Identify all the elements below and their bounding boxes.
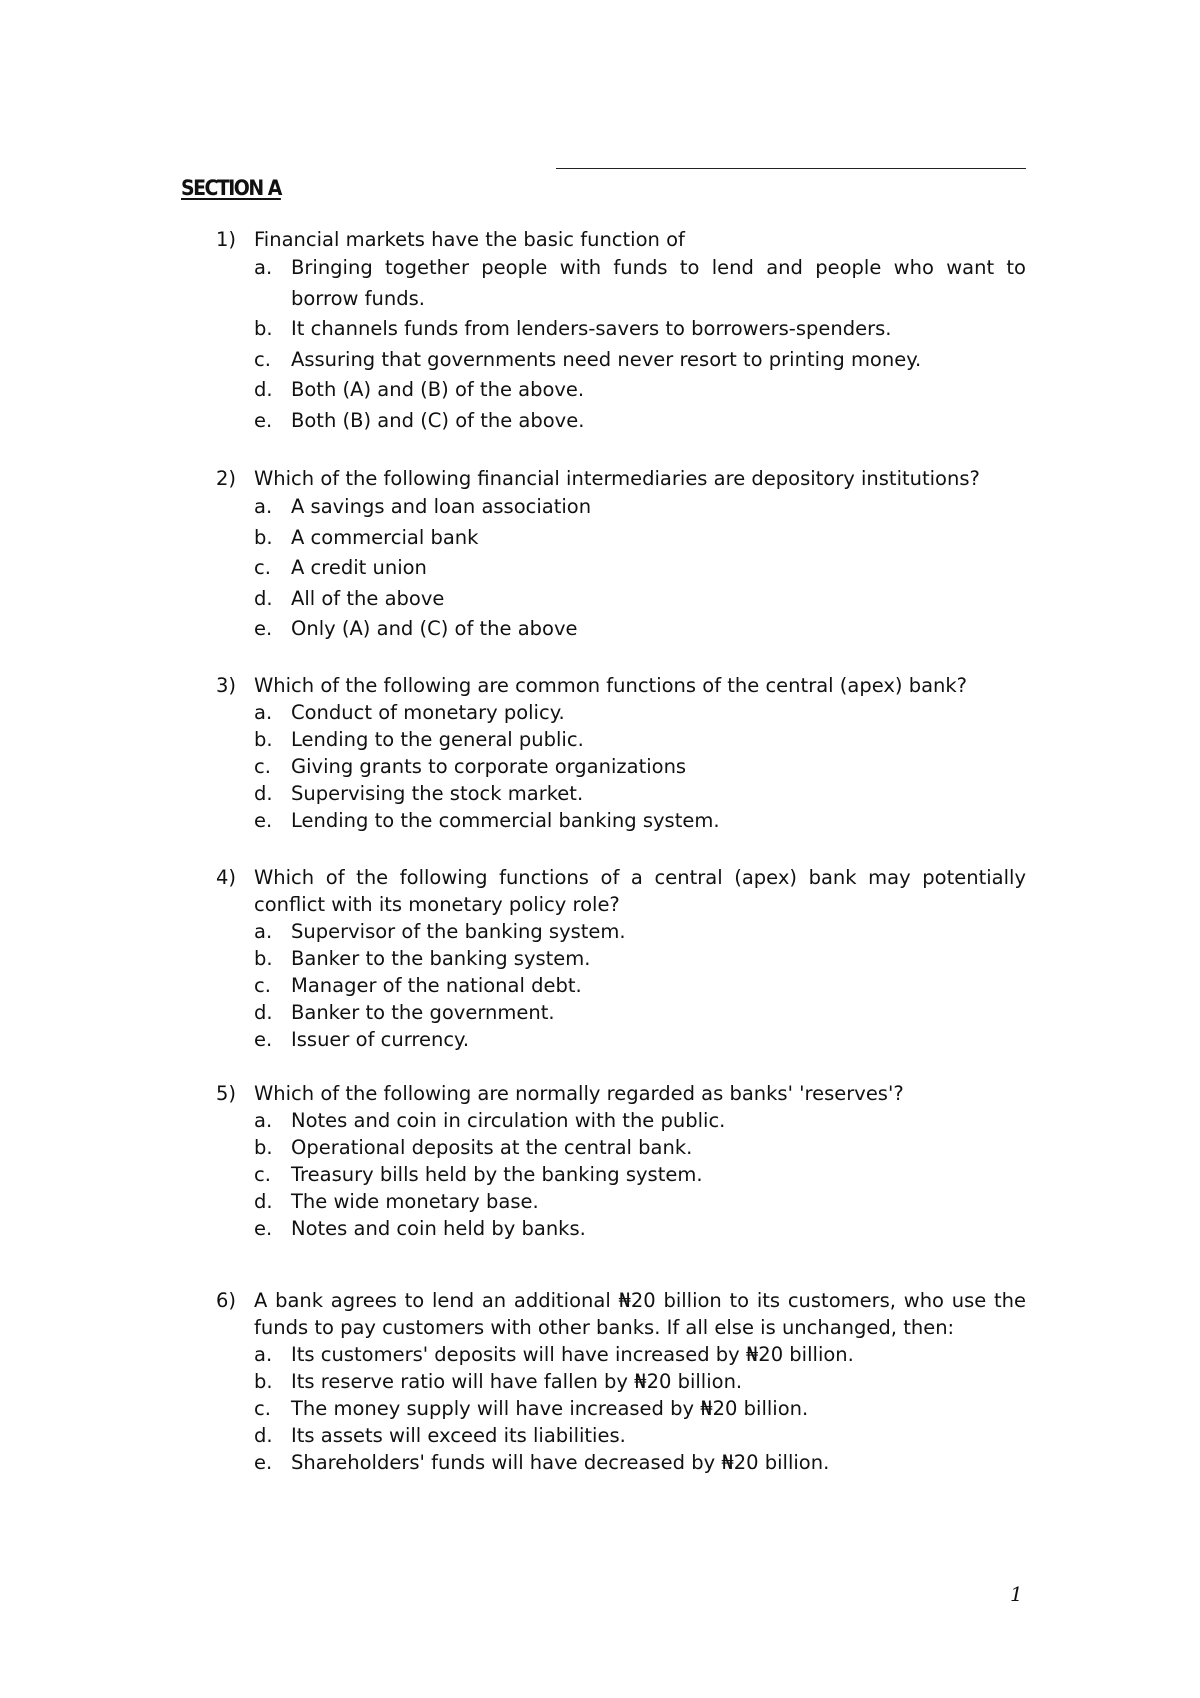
options-list [216, 918, 1026, 1053]
option-b [254, 314, 1026, 345]
option-text: Manager of the national debt. [291, 974, 582, 997]
option-letter: a. [254, 495, 273, 518]
option-letter: d. [254, 1424, 273, 1447]
option-letter: c. [254, 556, 271, 579]
option-e [254, 406, 1026, 437]
option-e [254, 1215, 1026, 1242]
question-stem [216, 1080, 1026, 1107]
options-list [216, 492, 1026, 645]
option-letter: b. [254, 1370, 273, 1393]
question-number: 5) [216, 1082, 237, 1105]
option-text: Supervisor of the banking system. [291, 920, 626, 943]
option-letter: c. [254, 755, 271, 778]
question-5 [216, 1080, 1026, 1242]
option-text: Giving grants to corporate organizations [291, 755, 687, 778]
option-a [254, 253, 1026, 314]
option-text: Issuer of currency. [291, 1028, 470, 1051]
option-letter: e. [254, 408, 273, 432]
option-text: Notes and coin held by banks. [291, 1217, 586, 1240]
question-2 [216, 465, 1026, 645]
option-text: Its reserve ratio will have fallen by ₦20 billion. [291, 1370, 743, 1393]
option-letter: d. [254, 1190, 273, 1213]
option-text: Only (A) and (C) of the above [291, 617, 578, 640]
option-a [254, 1107, 1026, 1134]
question-text: Which of the following functions of a central (apex) bank may potentially conflict with its monetary policy role? [254, 866, 1026, 916]
option-letter: e. [254, 809, 273, 832]
options-list [216, 1107, 1026, 1242]
question-4 [216, 864, 1026, 1053]
option-e [254, 1449, 1026, 1476]
page-number: 1 [1010, 1582, 1023, 1606]
option-text: A savings and loan association [291, 495, 592, 518]
option-letter: a. [254, 1343, 273, 1366]
question-number: 6) [216, 1289, 237, 1312]
option-b [254, 523, 1026, 554]
options-list [216, 699, 1026, 834]
options-list [216, 1341, 1026, 1476]
option-a [254, 1341, 1026, 1368]
option-b [254, 1368, 1026, 1395]
question-text: Which of the following financial intermediaries are depository institutions? [254, 467, 980, 490]
option-text: All of the above [291, 586, 445, 610]
option-e [254, 1026, 1026, 1053]
option-d [254, 780, 1026, 807]
option-d [254, 1422, 1026, 1449]
question-1 [216, 226, 1026, 436]
option-text: Operational deposits at the central bank. [291, 1136, 693, 1159]
option-text: Conduct of monetary policy. [291, 701, 565, 724]
option-c [254, 553, 1026, 584]
option-text: Lending to the general public. [291, 728, 584, 751]
question-stem [216, 1287, 1026, 1341]
option-c [254, 345, 1026, 376]
option-letter: b. [254, 525, 273, 549]
option-letter: a. [254, 920, 273, 943]
question-text: Financial markets have the basic function of [254, 228, 685, 251]
option-letter: c. [254, 1397, 271, 1420]
option-letter: a. [254, 256, 273, 279]
option-letter: d. [254, 782, 273, 805]
option-letter: b. [254, 317, 273, 340]
option-letter: a. [254, 1109, 273, 1132]
question-number: 3) [216, 674, 237, 697]
option-letter: d. [254, 378, 273, 401]
option-c [254, 972, 1026, 999]
option-letter: d. [254, 1001, 273, 1024]
option-text: It channels funds from lenders-savers to borrowers-spenders. [291, 317, 892, 340]
option-text: Bringing together people with funds to lend and people who want to borrow funds. [291, 256, 1026, 310]
option-letter: b. [254, 1136, 273, 1159]
option-d [254, 1188, 1026, 1215]
option-text: A commercial bank [291, 525, 479, 549]
option-letter: e. [254, 617, 273, 640]
option-e [254, 614, 1026, 645]
option-text: Notes and coin in circulation with the public. [291, 1109, 726, 1132]
option-text: Both (B) and (C) of the above. [291, 408, 585, 432]
header-rule [556, 168, 1026, 169]
question-text: Which of the following are normally regarded as banks' 'reserves'? [254, 1082, 904, 1105]
question-number: 4) [216, 866, 237, 889]
option-letter: e. [254, 1028, 273, 1051]
option-letter: c. [254, 347, 271, 371]
option-d [254, 999, 1026, 1026]
option-a [254, 918, 1026, 945]
option-d [254, 375, 1026, 406]
option-letter: b. [254, 728, 273, 751]
question-6 [216, 1287, 1026, 1476]
option-c [254, 1395, 1026, 1422]
option-c [254, 753, 1026, 780]
option-text: Lending to the commercial banking system. [291, 809, 720, 832]
option-b [254, 945, 1026, 972]
option-text: Shareholders' funds will have decreased by ₦20 billion. [291, 1451, 830, 1474]
option-text: Banker to the government. [291, 1001, 555, 1024]
option-text: Banker to the banking system. [291, 947, 591, 970]
option-b [254, 726, 1026, 753]
option-text: Assuring that governments need never resort to printing money. [291, 347, 922, 371]
question-stem [216, 226, 1026, 253]
option-letter: e. [254, 1217, 273, 1240]
option-text: The money supply will have increased by ₦20 billion. [291, 1397, 809, 1420]
question-stem [216, 672, 1026, 699]
option-a [254, 699, 1026, 726]
option-text: The wide monetary base. [291, 1190, 539, 1213]
option-text: Its assets will exceed its liabilities. [291, 1424, 626, 1447]
options-list [216, 253, 1026, 436]
question-number: 1) [216, 228, 237, 251]
question-text: Which of the following are common functions of the central (apex) bank? [254, 674, 968, 697]
question-3 [216, 672, 1026, 834]
question-text: A bank agrees to lend an additional ₦20 billion to its customers, who use the funds to pay customers with other banks. If all else is unchanged, then: [254, 1289, 1026, 1339]
option-letter: c. [254, 974, 271, 997]
option-e [254, 807, 1026, 834]
question-stem [216, 864, 1026, 918]
option-letter: a. [254, 701, 273, 724]
question-stem [216, 465, 1026, 492]
option-text: Both (A) and (B) of the above. [291, 378, 585, 401]
section-title: SECTION A [181, 176, 281, 200]
option-text: Supervising the stock market. [291, 782, 584, 805]
option-a [254, 492, 1026, 523]
question-number: 2) [216, 467, 237, 490]
option-letter: e. [254, 1451, 273, 1474]
option-text: Its customers' deposits will have increased by ₦20 billion. [291, 1343, 854, 1366]
option-letter: c. [254, 1163, 271, 1186]
option-b [254, 1134, 1026, 1161]
option-c [254, 1161, 1026, 1188]
option-text: A credit union [291, 556, 427, 579]
option-letter: b. [254, 947, 273, 970]
option-text: Treasury bills held by the banking system. [291, 1163, 703, 1186]
option-letter: d. [254, 586, 273, 610]
option-d [254, 584, 1026, 615]
